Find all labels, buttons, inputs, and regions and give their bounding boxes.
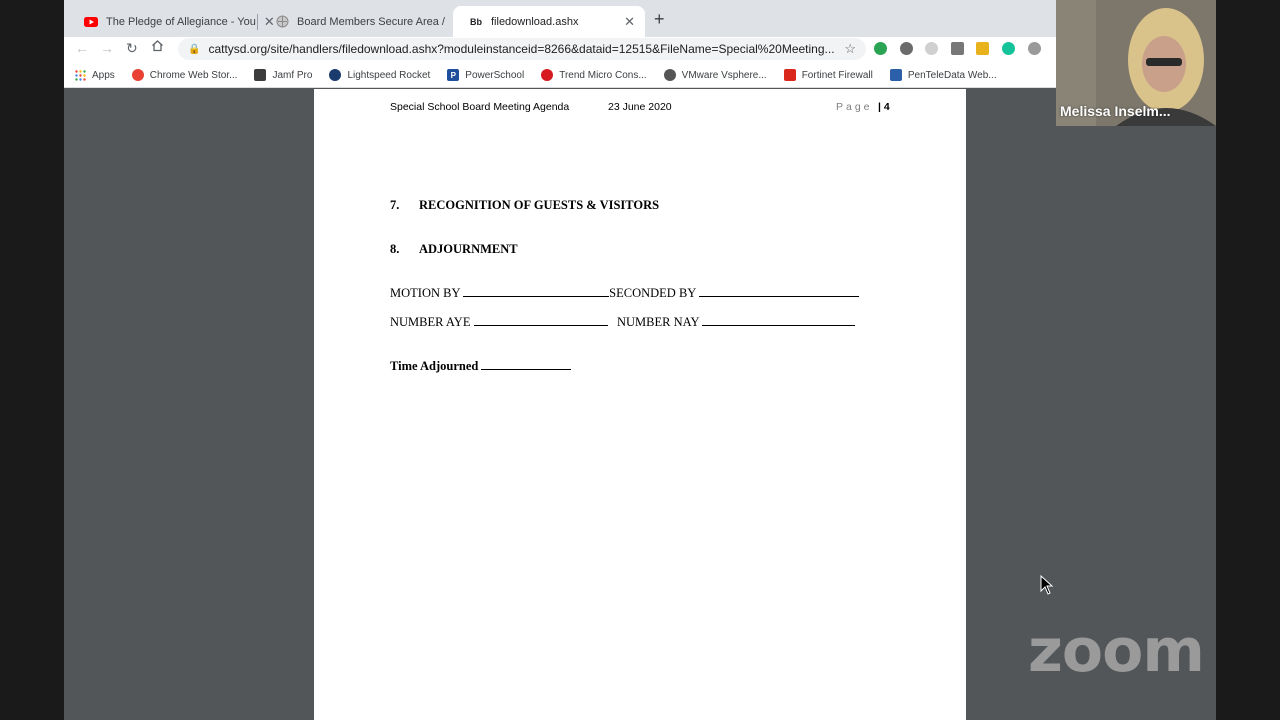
item-text: ADJOURNMENT [419,242,518,256]
page-number [878,101,890,113]
pentele-icon [890,69,902,81]
motion-by-label: MOTION BY [390,286,461,300]
home-icon[interactable] [151,39,164,55]
extension-icon[interactable] [900,42,913,55]
number-aye-label: NUMBER AYE [390,315,471,329]
tab-filedownload[interactable] [453,6,645,37]
tab-title: The Pledge of Allegiance - You [106,15,256,28]
bb-icon: Bb [470,16,482,27]
forward-icon[interactable]: → [100,40,114,56]
participant-name: Melissa Inselm... [1060,103,1171,119]
bookmark-apps[interactable] [74,69,115,81]
number-aye-blank [474,316,608,326]
bookmark-trend-micro[interactable] [541,69,646,81]
tab-title: filedownload.ashx [491,15,579,28]
bookmark-label: Jamf Pro [272,69,313,81]
bookmark-label: PenTeleData Web... [907,69,997,81]
extension-icon[interactable] [1028,42,1041,55]
vote-line [390,315,855,330]
vmware-icon [664,69,676,81]
close-tab-icon[interactable]: ✕ [263,13,275,29]
bookmark-label: Chrome Web Stor... [149,69,238,81]
bookmark-fortinet[interactable] [784,69,873,81]
agenda-item-8 [390,242,518,257]
item-text: RECOGNITION OF GUESTS & VISITORS [419,198,660,212]
new-tab-icon[interactable]: + [654,9,665,29]
bookmark-chrome-web-store[interactable] [132,69,238,81]
pdf-page [314,89,966,720]
bookmark-label: PowerSchool [465,69,525,81]
zoom-logo: zoom [1028,616,1204,686]
agenda-item-7 [390,198,659,213]
motion-by-blank [463,287,609,297]
shared-screen [64,0,1216,720]
tab-separator [257,14,258,30]
powerschool-icon: P [447,69,459,81]
mouse-cursor-icon [1040,575,1054,600]
item-number: 8. [390,242,400,256]
bookmarks-bar [64,63,1216,88]
extension-icon[interactable] [951,42,964,55]
bookmark-lightspeed-rocket[interactable] [329,69,430,81]
page-label: Page [836,101,873,113]
pencil-icon[interactable] [976,42,989,55]
close-tab-icon[interactable]: ✕ [624,13,635,29]
bookmark-label: Lightspeed Rocket [347,69,431,81]
browser-toolbar [64,37,1216,63]
tab-title: Board Members Secure Area / [297,15,445,28]
fortinet-icon [784,69,796,81]
item-number: 7. [390,198,400,212]
bookmark-label: Fortinet Firewall [801,69,873,81]
trend-micro-icon [541,69,553,81]
number-nay-blank [702,316,855,326]
number-nay-label: NUMBER NAY [616,315,700,329]
extension-icon[interactable] [874,42,887,55]
chrome-web-store-icon [132,69,144,81]
bookmark-powerschool[interactable] [447,69,524,81]
document-title: Special School Board Meeting Agenda [390,101,570,113]
star-icon[interactable]: ☆ [844,41,856,56]
bookmark-label: Apps [92,69,115,81]
time-adjourned-line [390,359,571,374]
globe-icon [275,15,289,29]
extension-icon[interactable] [925,42,938,55]
jamf-icon [254,69,266,81]
apps-grid-icon [74,69,86,81]
page-number-value: 4 [883,101,890,113]
lightspeed-icon [329,69,341,81]
bookmark-pentele[interactable] [890,69,997,81]
url-text: cattysd.org/site/handlers/filedownload.ashx?moduleinstanceid=8266&dataid=12515&FileName=Special%20Meeting... [208,42,835,56]
bookmark-jamf-pro[interactable] [254,69,312,81]
participant-video[interactable] [1056,0,1216,126]
bookmark-label: VMware Vsphere... [681,69,767,81]
motion-line [390,286,859,301]
tab-strip [64,0,1216,37]
time-adjourned-label: Time Adjourned [390,359,479,373]
seconded-by-blank [699,287,859,297]
time-adjourned-blank [481,360,571,370]
back-icon[interactable]: ← [75,40,89,56]
tab-board-members[interactable] [259,6,452,37]
lock-icon: 🔒 [188,43,201,55]
reload-icon[interactable]: ↻ [126,40,138,56]
bookmark-label: Trend Micro Cons... [559,69,647,81]
bookmark-vmware[interactable] [664,69,767,81]
youtube-icon [84,15,98,29]
tab-pledge[interactable] [68,6,275,37]
seconded-by-label: SECONDED BY [609,286,696,300]
grammarly-icon[interactable] [1002,42,1015,55]
address-bar[interactable] [178,38,866,60]
page-separator: | [878,101,881,113]
document-date: 23 June 2020 [608,101,672,113]
